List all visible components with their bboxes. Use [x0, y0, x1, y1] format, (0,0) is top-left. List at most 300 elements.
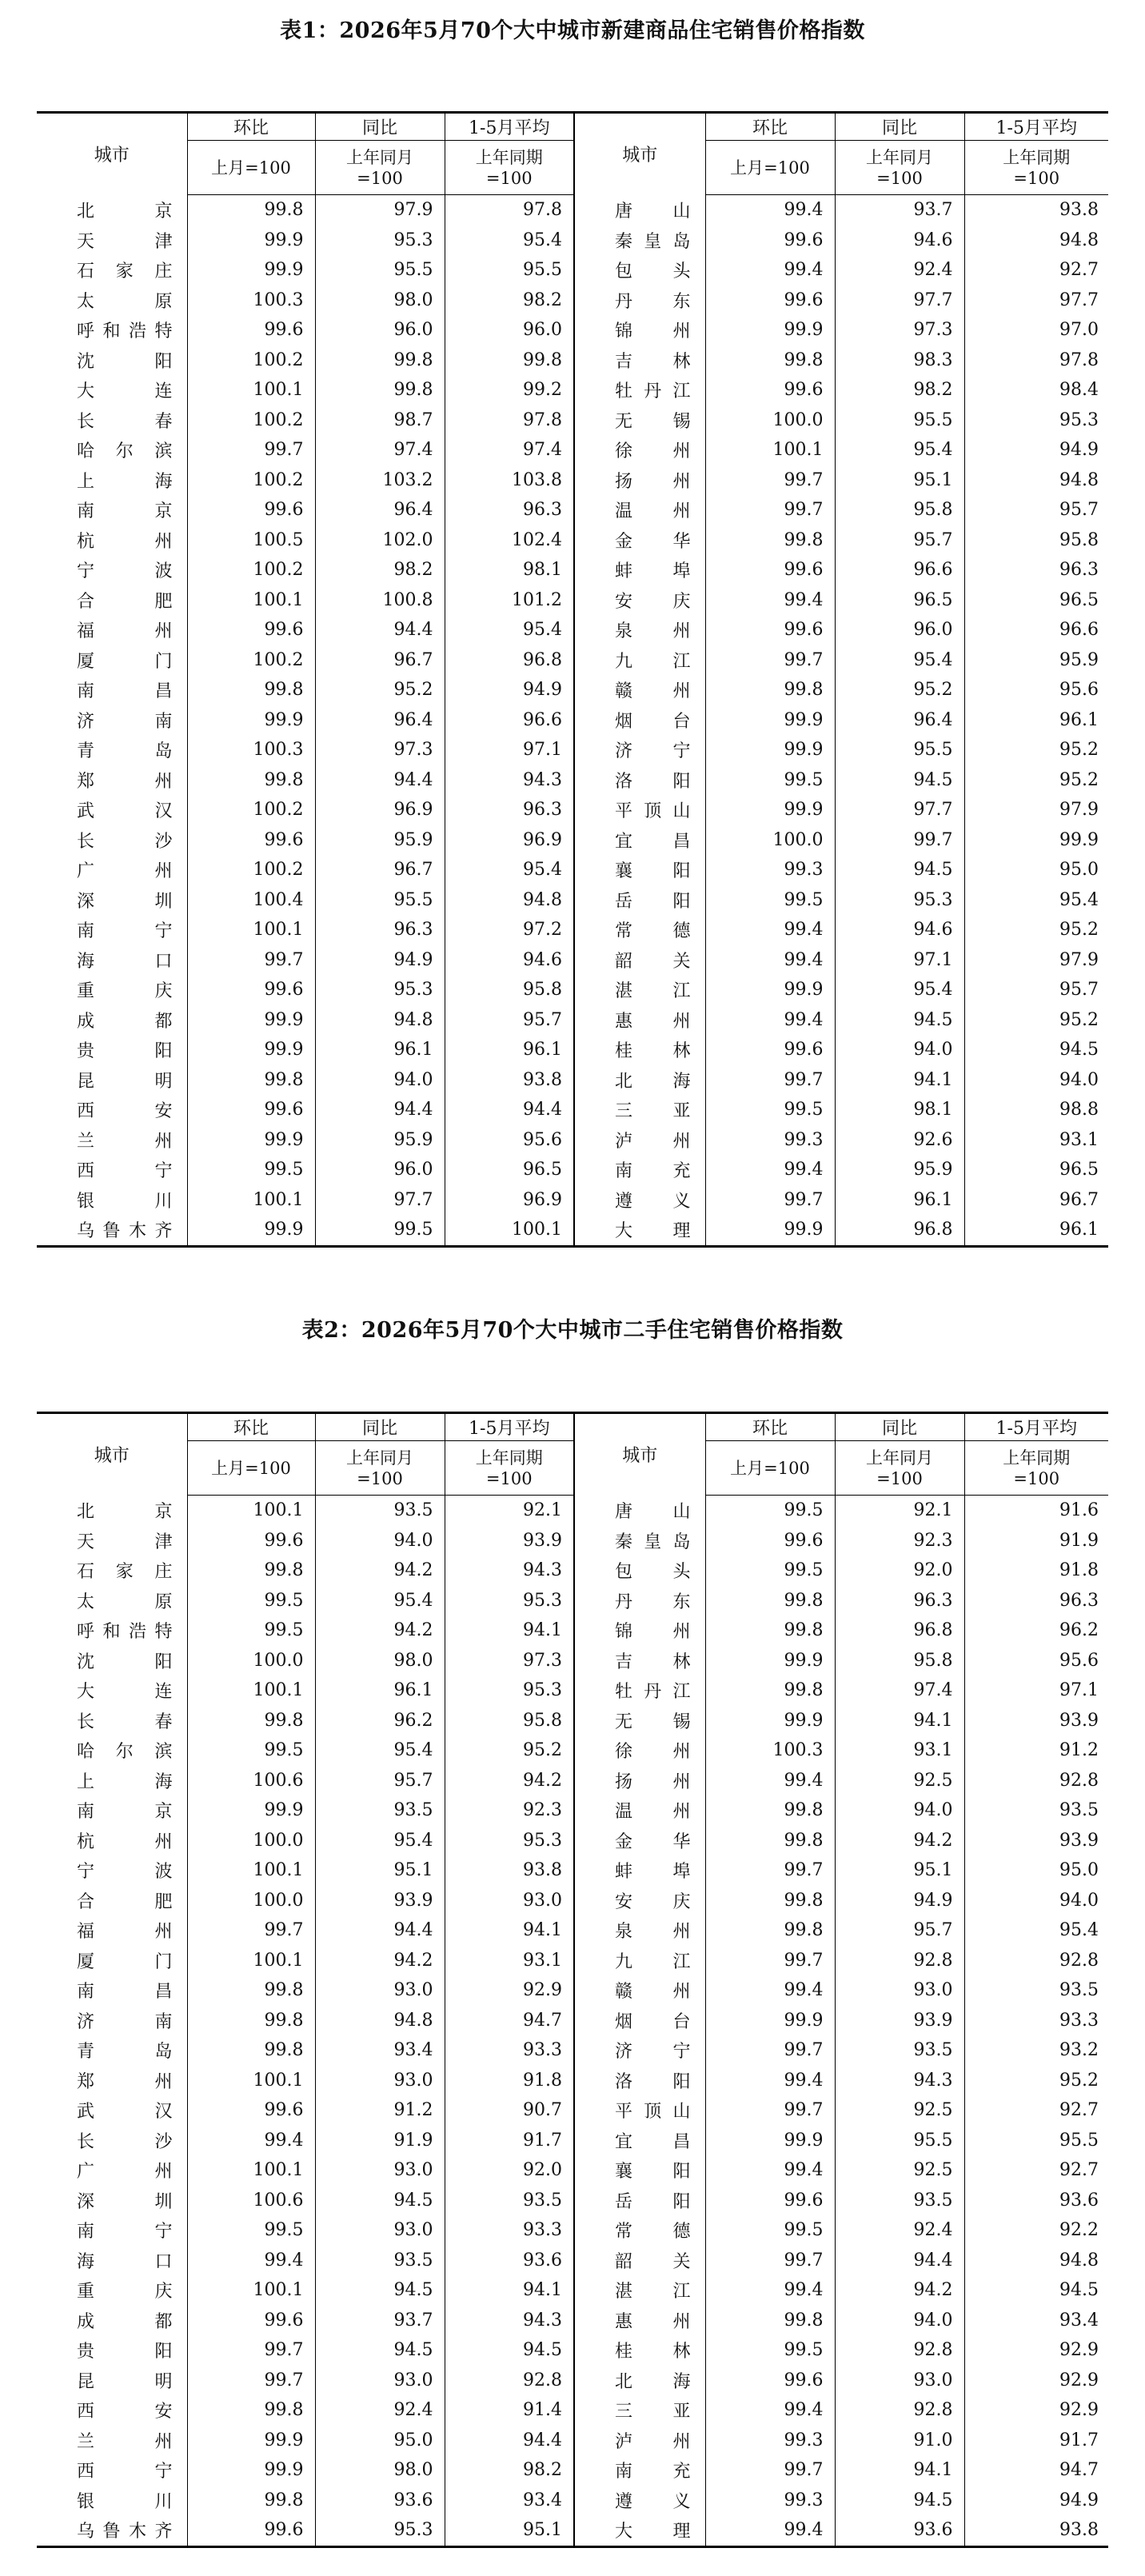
- avg-cell-right: 98.4: [964, 375, 1108, 405]
- city-cell-left: 郑州: [77, 771, 173, 792]
- city-cell-left: 长春: [77, 411, 173, 432]
- mom-cell-right: 99.4: [705, 2275, 835, 2306]
- mom-cell-left: 99.9: [187, 1795, 315, 1826]
- city-cell-left: 海口: [77, 951, 173, 972]
- mom-cell-left: 99.8: [187, 1975, 315, 2006]
- table-row: [37, 945, 1108, 976]
- avg-cell-right: 91.7: [964, 2426, 1108, 2456]
- yoy-cell-right: 95.4: [835, 975, 964, 1005]
- mom-cell-right: 99.9: [705, 705, 835, 736]
- avg-cell-right: 97.0: [964, 315, 1108, 345]
- avg-cell-right: 93.3: [964, 2006, 1108, 2036]
- mom-cell-right: 99.5: [705, 885, 835, 916]
- mom-cell-left: 99.9: [187, 1005, 315, 1036]
- city-cell-left: 南昌: [77, 681, 173, 702]
- mom-cell-left: 100.0: [187, 1826, 315, 1856]
- table-row: [37, 1855, 1108, 1886]
- mom-cell-right: 99.7: [705, 1185, 835, 1216]
- mom-cell-left: 99.5: [187, 1586, 315, 1616]
- mom-cell-right: 99.9: [705, 1706, 835, 1736]
- mom-cell-right: 99.4: [705, 255, 835, 286]
- yoy-cell-left: 94.2: [315, 1556, 445, 1586]
- yoy-cell-right: 94.4: [835, 2246, 964, 2276]
- header-city-right: 城市: [574, 1413, 705, 1496]
- table2-second-hand-price-index: [37, 1412, 1108, 2548]
- mom-cell-left: 100.0: [187, 1886, 315, 1916]
- avg-cell-right: 95.7: [964, 975, 1108, 1005]
- avg-cell-left: 93.0: [445, 1886, 574, 1916]
- yoy-cell-left: 96.7: [315, 645, 445, 676]
- city-cell-left: 合肥: [77, 591, 173, 612]
- table-row: [37, 495, 1108, 525]
- city-cell-left: 宁波: [77, 561, 173, 582]
- city-cell-right: 赣州: [574, 675, 705, 705]
- table-row: [37, 255, 1108, 286]
- city-cell-right: 金华: [574, 1826, 705, 1856]
- city-cell-left: 西安: [77, 1101, 173, 1122]
- city-cell-right: 无锡: [574, 1706, 705, 1736]
- avg-cell-right: 93.9: [964, 1826, 1108, 1856]
- avg-cell-right: 95.2: [964, 1005, 1108, 1036]
- city-cell-left: 杭州: [77, 531, 173, 552]
- mom-cell-left: 99.6: [187, 1526, 315, 1556]
- city-cell-right: 烟台: [574, 2006, 705, 2036]
- mom-cell-left: 99.9: [187, 1125, 315, 1156]
- mom-cell-left: 99.8: [187, 1556, 315, 1586]
- table-row: [37, 2035, 1108, 2066]
- yoy-cell-right: 95.7: [835, 525, 964, 556]
- avg-cell-right: 98.8: [964, 1095, 1108, 1125]
- avg-cell-left: 94.1: [445, 2275, 574, 2306]
- mom-cell-left: 99.8: [187, 765, 315, 796]
- mom-cell-left: 100.0: [187, 1646, 315, 1676]
- avg-cell-right: 92.8: [964, 1946, 1108, 1976]
- yoy-cell-left: 95.4: [315, 1735, 445, 1766]
- yoy-cell-left: 95.3: [315, 226, 445, 256]
- table-row: [37, 2215, 1108, 2246]
- city-cell-left: 厦门: [77, 651, 173, 672]
- yoy-cell-right: 93.5: [835, 2035, 964, 2066]
- city-cell-right: 徐州: [574, 1735, 705, 1766]
- yoy-cell-right: 97.7: [835, 795, 964, 825]
- city-cell-right: 遵义: [574, 2486, 705, 2516]
- yoy-cell-right: 95.7: [835, 1915, 964, 1946]
- mom-cell-right: 100.1: [705, 435, 835, 465]
- mom-cell-right: 99.4: [705, 1155, 835, 1185]
- header-yoy-base-right: 上年同月=100: [835, 141, 964, 195]
- yoy-cell-right: 94.1: [835, 1706, 964, 1736]
- mom-cell-left: 100.2: [187, 555, 315, 585]
- avg-cell-right: 96.1: [964, 1215, 1108, 1246]
- mom-cell-left: 100.6: [187, 2186, 315, 2216]
- avg-cell-left: 99.8: [445, 345, 574, 376]
- yoy-cell-right: 94.1: [835, 1065, 964, 1096]
- avg-cell-left: 102.4: [445, 525, 574, 556]
- yoy-cell-right: 92.5: [835, 2155, 964, 2186]
- avg-cell-left: 94.8: [445, 885, 574, 916]
- mom-cell-right: 99.7: [705, 1946, 835, 1976]
- yoy-cell-left: 95.0: [315, 2426, 445, 2456]
- avg-cell-left: 90.7: [445, 2095, 574, 2126]
- table-row: [37, 1735, 1108, 1766]
- mom-cell-right: 99.7: [705, 2455, 835, 2486]
- mom-cell-right: 100.0: [705, 405, 835, 436]
- mom-cell-right: 99.7: [705, 1065, 835, 1096]
- mom-cell-right: 99.9: [705, 795, 835, 825]
- table-row: [37, 555, 1108, 585]
- avg-cell-right: 95.2: [964, 915, 1108, 945]
- city-cell-left: 呼和浩特: [77, 1622, 173, 1643]
- table-row: [37, 2426, 1108, 2456]
- table-row: [37, 2275, 1108, 2306]
- mom-cell-right: 99.9: [705, 1646, 835, 1676]
- avg-cell-left: 94.4: [445, 1095, 574, 1125]
- city-cell-left: 长沙: [77, 2131, 173, 2152]
- avg-cell-left: 95.3: [445, 1586, 574, 1616]
- yoy-cell-left: 98.0: [315, 2455, 445, 2486]
- table-row: [37, 1915, 1108, 1946]
- yoy-cell-left: 93.5: [315, 1795, 445, 1826]
- city-cell-right: 济宁: [574, 2035, 705, 2066]
- yoy-cell-right: 95.3: [835, 885, 964, 916]
- table-row: [37, 1706, 1108, 1736]
- mom-cell-left: 99.6: [187, 2095, 315, 2126]
- city-cell-right: 湛江: [574, 2275, 705, 2306]
- city-cell-left: 天津: [77, 231, 173, 252]
- yoy-cell-left: 98.0: [315, 1646, 445, 1676]
- avg-cell-left: 95.1: [445, 2515, 574, 2546]
- table-row: [37, 765, 1108, 796]
- avg-cell-left: 94.2: [445, 1766, 574, 1796]
- city-cell-left: 武汉: [77, 2102, 173, 2123]
- city-cell-left: 银川: [77, 2491, 173, 2512]
- avg-cell-left: 94.3: [445, 1556, 574, 1586]
- yoy-cell-left: 94.0: [315, 1526, 445, 1556]
- city-cell-right: 包头: [574, 1556, 705, 1586]
- header-yoy-left: 同比: [315, 113, 445, 141]
- mom-cell-right: 99.9: [705, 315, 835, 345]
- table1-title: 表1：2026年5月70个大中城市新建商品住宅销售价格指数: [280, 18, 865, 43]
- mom-cell-left: 100.1: [187, 915, 315, 945]
- avg-cell-right: 91.9: [964, 1526, 1108, 1556]
- city-cell-left: 天津: [77, 1532, 173, 1552]
- avg-cell-left: 93.8: [445, 1855, 574, 1886]
- mom-cell-left: 100.1: [187, 2275, 315, 2306]
- mom-cell-left: 99.8: [187, 195, 315, 226]
- yoy-cell-left: 99.8: [315, 375, 445, 405]
- yoy-cell-right: 95.5: [835, 405, 964, 436]
- avg-cell-right: 97.9: [964, 795, 1108, 825]
- city-cell-right: 安庆: [574, 585, 705, 616]
- yoy-cell-left: 95.3: [315, 2515, 445, 2546]
- avg-cell-left: 100.1: [445, 1215, 574, 1246]
- yoy-cell-right: 95.5: [835, 735, 964, 765]
- city-cell-right: 三亚: [574, 1095, 705, 1125]
- mom-cell-left: 99.6: [187, 825, 315, 856]
- city-cell-right: 北海: [574, 1065, 705, 1096]
- city-cell-right: 湛江: [574, 975, 705, 1005]
- city-cell-right: 唐山: [574, 1496, 705, 1526]
- mom-cell-right: 99.6: [705, 2186, 835, 2216]
- mom-cell-left: 99.7: [187, 1915, 315, 1946]
- yoy-cell-left: 91.9: [315, 2126, 445, 2156]
- avg-cell-left: 91.8: [445, 2066, 574, 2096]
- yoy-cell-right: 95.1: [835, 465, 964, 496]
- yoy-cell-right: 93.0: [835, 1975, 964, 2006]
- city-cell-left: 太原: [77, 1592, 173, 1612]
- mom-cell-left: 99.8: [187, 2006, 315, 2036]
- avg-cell-right: 96.5: [964, 585, 1108, 616]
- yoy-cell-left: 99.5: [315, 1215, 445, 1246]
- table-row: [37, 2515, 1108, 2546]
- table-row: [37, 795, 1108, 825]
- mom-cell-left: 99.7: [187, 2366, 315, 2396]
- mom-cell-right: 99.8: [705, 1675, 835, 1706]
- mom-cell-left: 99.5: [187, 1155, 315, 1185]
- city-cell-left: 长沙: [77, 831, 173, 852]
- avg-cell-right: 93.1: [964, 1125, 1108, 1156]
- yoy-cell-left: 96.2: [315, 1706, 445, 1736]
- yoy-cell-right: 96.4: [835, 705, 964, 736]
- table-row: [37, 2486, 1108, 2516]
- city-cell-right: 三亚: [574, 2395, 705, 2426]
- table-row: [37, 405, 1108, 436]
- yoy-cell-right: 96.6: [835, 555, 964, 585]
- avg-cell-right: 93.5: [964, 1795, 1108, 1826]
- header-yoy-right: 同比: [835, 113, 964, 141]
- avg-cell-left: 93.9: [445, 1526, 574, 1556]
- avg-cell-left: 95.4: [445, 615, 574, 645]
- yoy-cell-left: 94.2: [315, 1615, 445, 1646]
- avg-cell-left: 98.1: [445, 555, 574, 585]
- city-cell-left: 乌鲁木齐: [77, 2522, 173, 2542]
- mom-cell-right: 99.9: [705, 2126, 835, 2156]
- table-row: [37, 1496, 1108, 1526]
- mom-cell-left: 100.2: [187, 405, 315, 436]
- table-row: [37, 645, 1108, 676]
- city-cell-right: 锦州: [574, 315, 705, 345]
- avg-cell-right: 94.5: [964, 1035, 1108, 1065]
- city-cell-right: 洛阳: [574, 765, 705, 796]
- yoy-cell-left: 95.7: [315, 1766, 445, 1796]
- city-cell-right: 桂林: [574, 2335, 705, 2366]
- table-row: [37, 1586, 1108, 1616]
- avg-cell-left: 92.0: [445, 2155, 574, 2186]
- mom-cell-right: 99.6: [705, 615, 835, 645]
- mom-cell-right: 99.7: [705, 2095, 835, 2126]
- city-cell-left: 深圳: [77, 891, 173, 912]
- yoy-cell-left: 95.9: [315, 1125, 445, 1156]
- mom-cell-right: 99.8: [705, 1615, 835, 1646]
- avg-cell-left: 91.4: [445, 2395, 574, 2426]
- yoy-cell-right: 95.5: [835, 2126, 964, 2156]
- avg-cell-left: 97.8: [445, 195, 574, 226]
- city-cell-left: 南宁: [77, 2222, 173, 2243]
- city-cell-left: 郑州: [77, 2071, 173, 2092]
- mom-cell-left: 100.2: [187, 855, 315, 885]
- yoy-cell-right: 95.8: [835, 495, 964, 525]
- city-cell-left: 广州: [77, 861, 173, 882]
- header-avg-base-right: 上年同期=100: [964, 141, 1108, 195]
- table-row: [37, 2186, 1108, 2216]
- yoy-cell-right: 94.3: [835, 2066, 964, 2096]
- mom-cell-left: 100.1: [187, 1855, 315, 1886]
- yoy-cell-right: 96.5: [835, 585, 964, 616]
- yoy-cell-right: 95.9: [835, 1155, 964, 1185]
- table-row: [37, 1005, 1108, 1036]
- avg-cell-right: 93.6: [964, 2186, 1108, 2216]
- avg-cell-left: 96.6: [445, 705, 574, 736]
- avg-cell-right: 95.4: [964, 1915, 1108, 1946]
- avg-cell-right: 97.8: [964, 345, 1108, 376]
- avg-cell-left: 94.1: [445, 1615, 574, 1646]
- city-cell-left: 青岛: [77, 2042, 173, 2063]
- city-cell-left: 北京: [77, 202, 173, 222]
- mom-cell-right: 99.5: [705, 1095, 835, 1125]
- yoy-cell-left: 93.7: [315, 2306, 445, 2336]
- yoy-cell-left: 94.8: [315, 1005, 445, 1036]
- avg-cell-right: 94.9: [964, 2486, 1108, 2516]
- yoy-cell-left: 96.4: [315, 705, 445, 736]
- yoy-cell-left: 97.9: [315, 195, 445, 226]
- yoy-cell-left: 97.3: [315, 735, 445, 765]
- table-row: [37, 1675, 1108, 1706]
- yoy-cell-left: 96.3: [315, 915, 445, 945]
- city-cell-right: 丹东: [574, 286, 705, 316]
- city-cell-right: 九江: [574, 645, 705, 676]
- table-row: [37, 915, 1108, 945]
- city-cell-left: 沈阳: [77, 351, 173, 372]
- yoy-cell-right: 92.8: [835, 1946, 964, 1976]
- avg-cell-left: 95.4: [445, 226, 574, 256]
- city-cell-left: 杭州: [77, 1831, 173, 1852]
- table-row: [37, 1646, 1108, 1676]
- city-cell-right: 襄阳: [574, 2155, 705, 2186]
- avg-cell-right: 94.8: [964, 2246, 1108, 2276]
- table-row: [37, 1035, 1108, 1065]
- mom-cell-right: 99.4: [705, 1766, 835, 1796]
- mom-cell-left: 99.8: [187, 1706, 315, 1736]
- yoy-cell-right: 93.0: [835, 2366, 964, 2396]
- yoy-cell-left: 94.5: [315, 2186, 445, 2216]
- mom-cell-right: 99.4: [705, 2395, 835, 2426]
- mom-cell-left: 99.9: [187, 1035, 315, 1065]
- avg-cell-left: 96.9: [445, 1185, 574, 1216]
- yoy-cell-right: 98.3: [835, 345, 964, 376]
- city-cell-right: 平顶山: [574, 795, 705, 825]
- city-cell-left: 宁波: [77, 1862, 173, 1883]
- city-cell-right: 徐州: [574, 435, 705, 465]
- table-row: [37, 2155, 1108, 2186]
- mom-cell-right: 99.9: [705, 975, 835, 1005]
- yoy-cell-left: 93.0: [315, 2215, 445, 2246]
- city-cell-left: 西宁: [77, 1161, 173, 1182]
- avg-cell-right: 96.2: [964, 1615, 1108, 1646]
- avg-cell-left: 95.5: [445, 255, 574, 286]
- header-mom-left: 环比: [187, 1413, 315, 1441]
- avg-cell-left: 96.0: [445, 315, 574, 345]
- header-avg-base-right: 上年同期=100: [964, 1441, 1108, 1496]
- avg-cell-right: 91.6: [964, 1496, 1108, 1526]
- yoy-cell-right: 95.4: [835, 645, 964, 676]
- avg-cell-left: 93.1: [445, 1946, 574, 1976]
- city-cell-left: 贵阳: [77, 2342, 173, 2362]
- yoy-cell-right: 97.3: [835, 315, 964, 345]
- yoy-cell-left: 96.1: [315, 1035, 445, 1065]
- mom-cell-left: 100.1: [187, 1496, 315, 1526]
- avg-cell-right: 95.0: [964, 855, 1108, 885]
- city-cell-right: 惠州: [574, 1005, 705, 1036]
- yoy-cell-left: 96.9: [315, 795, 445, 825]
- mom-cell-left: 99.6: [187, 615, 315, 645]
- city-cell-right: 韶关: [574, 945, 705, 976]
- avg-cell-left: 96.3: [445, 795, 574, 825]
- avg-cell-left: 98.2: [445, 286, 574, 316]
- mom-cell-right: 99.4: [705, 915, 835, 945]
- yoy-cell-left: 100.8: [315, 585, 445, 616]
- mom-cell-right: 99.7: [705, 645, 835, 676]
- city-cell-right: 大理: [574, 1215, 705, 1246]
- mom-cell-left: 99.8: [187, 1065, 315, 1096]
- mom-cell-right: 99.8: [705, 1826, 835, 1856]
- avg-cell-right: 95.0: [964, 1855, 1108, 1886]
- yoy-cell-right: 97.7: [835, 286, 964, 316]
- avg-cell-left: 95.7: [445, 1005, 574, 1036]
- yoy-cell-right: 94.2: [835, 2275, 964, 2306]
- yoy-cell-right: 98.2: [835, 375, 964, 405]
- avg-cell-right: 92.7: [964, 2095, 1108, 2126]
- yoy-cell-left: 93.0: [315, 2066, 445, 2096]
- city-cell-right: 泸州: [574, 2426, 705, 2456]
- city-cell-left: 福州: [77, 1922, 173, 1943]
- city-cell-left: 石家庄: [77, 262, 173, 282]
- city-cell-left: 西安: [77, 2402, 173, 2422]
- yoy-cell-left: 97.7: [315, 1185, 445, 1216]
- table-row: [37, 1556, 1108, 1586]
- avg-cell-left: 94.7: [445, 2006, 574, 2036]
- avg-cell-right: 96.3: [964, 555, 1108, 585]
- mom-cell-left: 99.9: [187, 226, 315, 256]
- avg-cell-right: 92.9: [964, 2395, 1108, 2426]
- city-cell-right: 秦皇岛: [574, 226, 705, 256]
- yoy-cell-right: 94.5: [835, 2486, 964, 2516]
- yoy-cell-left: 93.0: [315, 1975, 445, 2006]
- avg-cell-left: 95.8: [445, 975, 574, 1005]
- mom-cell-left: 100.5: [187, 525, 315, 556]
- city-cell-left: 上海: [77, 1771, 173, 1792]
- yoy-cell-right: 91.0: [835, 2426, 964, 2456]
- yoy-cell-left: 98.0: [315, 286, 445, 316]
- yoy-cell-left: 103.2: [315, 465, 445, 496]
- mom-cell-left: 99.4: [187, 2246, 315, 2276]
- header-yoy-base-left: 上年同月=100: [315, 141, 445, 195]
- header-mom-base-left: 上月=100: [187, 1441, 315, 1496]
- avg-cell-right: 97.1: [964, 1675, 1108, 1706]
- table-row: [37, 1526, 1108, 1556]
- city-cell-right: 赣州: [574, 1975, 705, 2006]
- city-cell-left: 济南: [77, 2011, 173, 2032]
- avg-cell-right: 94.0: [964, 1886, 1108, 1916]
- avg-cell-left: 97.1: [445, 735, 574, 765]
- city-cell-right: 金华: [574, 525, 705, 556]
- mom-cell-left: 99.5: [187, 1615, 315, 1646]
- avg-cell-right: 95.2: [964, 2066, 1108, 2096]
- table-row: [37, 735, 1108, 765]
- yoy-cell-left: 96.0: [315, 315, 445, 345]
- city-cell-right: 秦皇岛: [574, 1526, 705, 1556]
- city-cell-right: 吉林: [574, 1646, 705, 1676]
- city-cell-left: 武汉: [77, 801, 173, 822]
